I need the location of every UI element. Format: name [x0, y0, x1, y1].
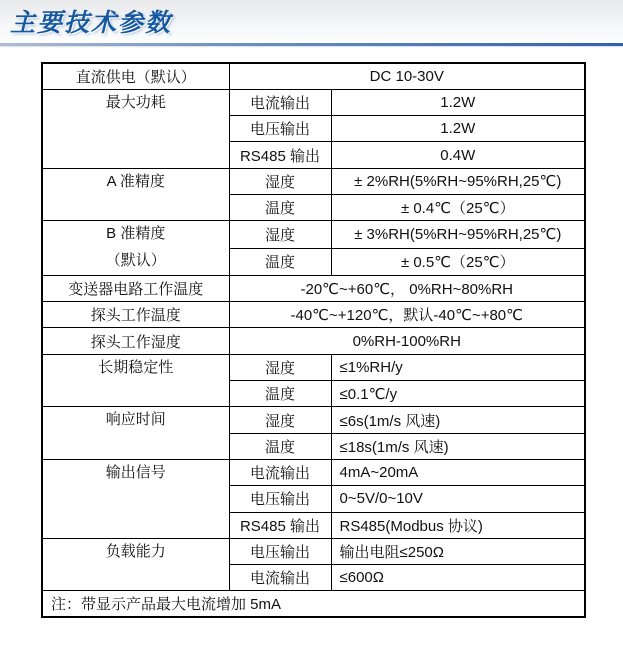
table-row — [42, 328, 585, 354]
spec-value-cell: 0~5V/0~10V — [331, 486, 585, 512]
spec-subcategory-cell: 电流输出 — [229, 459, 331, 485]
spec-subcategory-cell: 湿度 — [229, 354, 331, 380]
spec-subcategory-cell: 电流输出 — [229, 565, 331, 591]
spec-value-cell: 1.2W — [331, 89, 585, 115]
table-row — [42, 459, 585, 485]
spec-category-cell: 输出信号 — [42, 459, 229, 538]
table-note: 注：带显示产品最大电流增加 5mA — [42, 591, 585, 617]
page-title: 主要技术参数 — [10, 9, 173, 37]
spec-value-cell: -20℃~+60℃， 0%RH~80%RH — [229, 275, 585, 301]
spec-value-cell: 0%RH-100%RH — [229, 328, 585, 354]
spec-subcategory-cell: 电流输出 — [229, 89, 331, 115]
spec-value-cell: -40℃~+120℃，默认-40℃~+80℃ — [229, 302, 585, 328]
table-row — [42, 89, 585, 115]
spec-category-cell: 长期稳定性 — [42, 354, 229, 407]
spec-category-cell: 直流供电（默认） — [42, 63, 229, 89]
spec-subcategory-cell: 电压输出 — [229, 538, 331, 564]
table-row — [42, 168, 585, 194]
spec-category-cell — [42, 221, 229, 276]
table-row — [42, 407, 585, 433]
spec-category-cell: 探头工作温度 — [42, 302, 229, 328]
spec-value-cell: RS485(Modbus 协议) — [331, 512, 585, 538]
spec-subcategory-cell: 湿度 — [229, 168, 331, 194]
spec-category-line1: B 准精度 — [106, 225, 166, 243]
spec-value-cell: ≤600Ω — [331, 565, 585, 591]
spec-value-cell: ≤0.1℃/y — [331, 381, 585, 407]
spec-category-cell: 负载能力 — [42, 538, 229, 591]
spec-value-cell: ≤18s(1m/s 风速) — [331, 433, 585, 459]
spec-value-cell: ≤6s(1m/s 风速) — [331, 407, 585, 433]
spec-value-cell: ≤1%RH/y — [331, 354, 585, 380]
spec-category-line2: （默认） — [105, 251, 166, 269]
spec-subcategory-cell: 电压输出 — [229, 116, 331, 142]
spec-value-cell: 0.4W — [331, 142, 585, 168]
spec-subcategory-cell: 温度 — [229, 248, 331, 275]
spec-value-cell: ± 2%RH(5%RH~95%RH,25℃) — [331, 168, 585, 194]
spec-value-cell: ± 0.5℃（25℃） — [331, 248, 585, 275]
table-row — [42, 538, 585, 564]
page-header — [0, 0, 623, 46]
header-divider — [0, 43, 623, 46]
spec-value-cell: 4mA~20mA — [331, 459, 585, 485]
table-row — [42, 354, 585, 380]
spec-subcategory-cell: 温度 — [229, 433, 331, 459]
specs-table — [41, 62, 586, 618]
spec-subcategory-cell: 湿度 — [229, 221, 331, 248]
table-row — [42, 221, 585, 248]
spec-subcategory-cell: RS485 输出 — [229, 512, 331, 538]
spec-category-cell: A 准精度 — [42, 168, 229, 221]
table-row — [42, 63, 585, 89]
table-row — [42, 302, 585, 328]
spec-category-cell: 变送器电路工作温度 — [42, 275, 229, 301]
spec-value-cell: ± 0.4℃（25℃） — [331, 194, 585, 220]
spec-category-cell: 响应时间 — [42, 407, 229, 460]
spec-value-cell: ± 3%RH(5%RH~95%RH,25℃) — [331, 221, 585, 248]
spec-value-cell: 1.2W — [331, 116, 585, 142]
spec-subcategory-cell: RS485 输出 — [229, 142, 331, 168]
spec-subcategory-cell: 温度 — [229, 194, 331, 220]
spec-subcategory-cell: 湿度 — [229, 407, 331, 433]
spec-subcategory-cell: 温度 — [229, 381, 331, 407]
spec-category-cell: 探头工作湿度 — [42, 328, 229, 354]
spec-value-cell: DC 10-30V — [229, 63, 585, 89]
spec-subcategory-cell: 电压输出 — [229, 486, 331, 512]
spec-value-cell: 输出电阻≤250Ω — [331, 538, 585, 564]
spec-category-cell: 最大功耗 — [42, 89, 229, 168]
table-row — [42, 275, 585, 301]
table-row — [42, 591, 585, 617]
